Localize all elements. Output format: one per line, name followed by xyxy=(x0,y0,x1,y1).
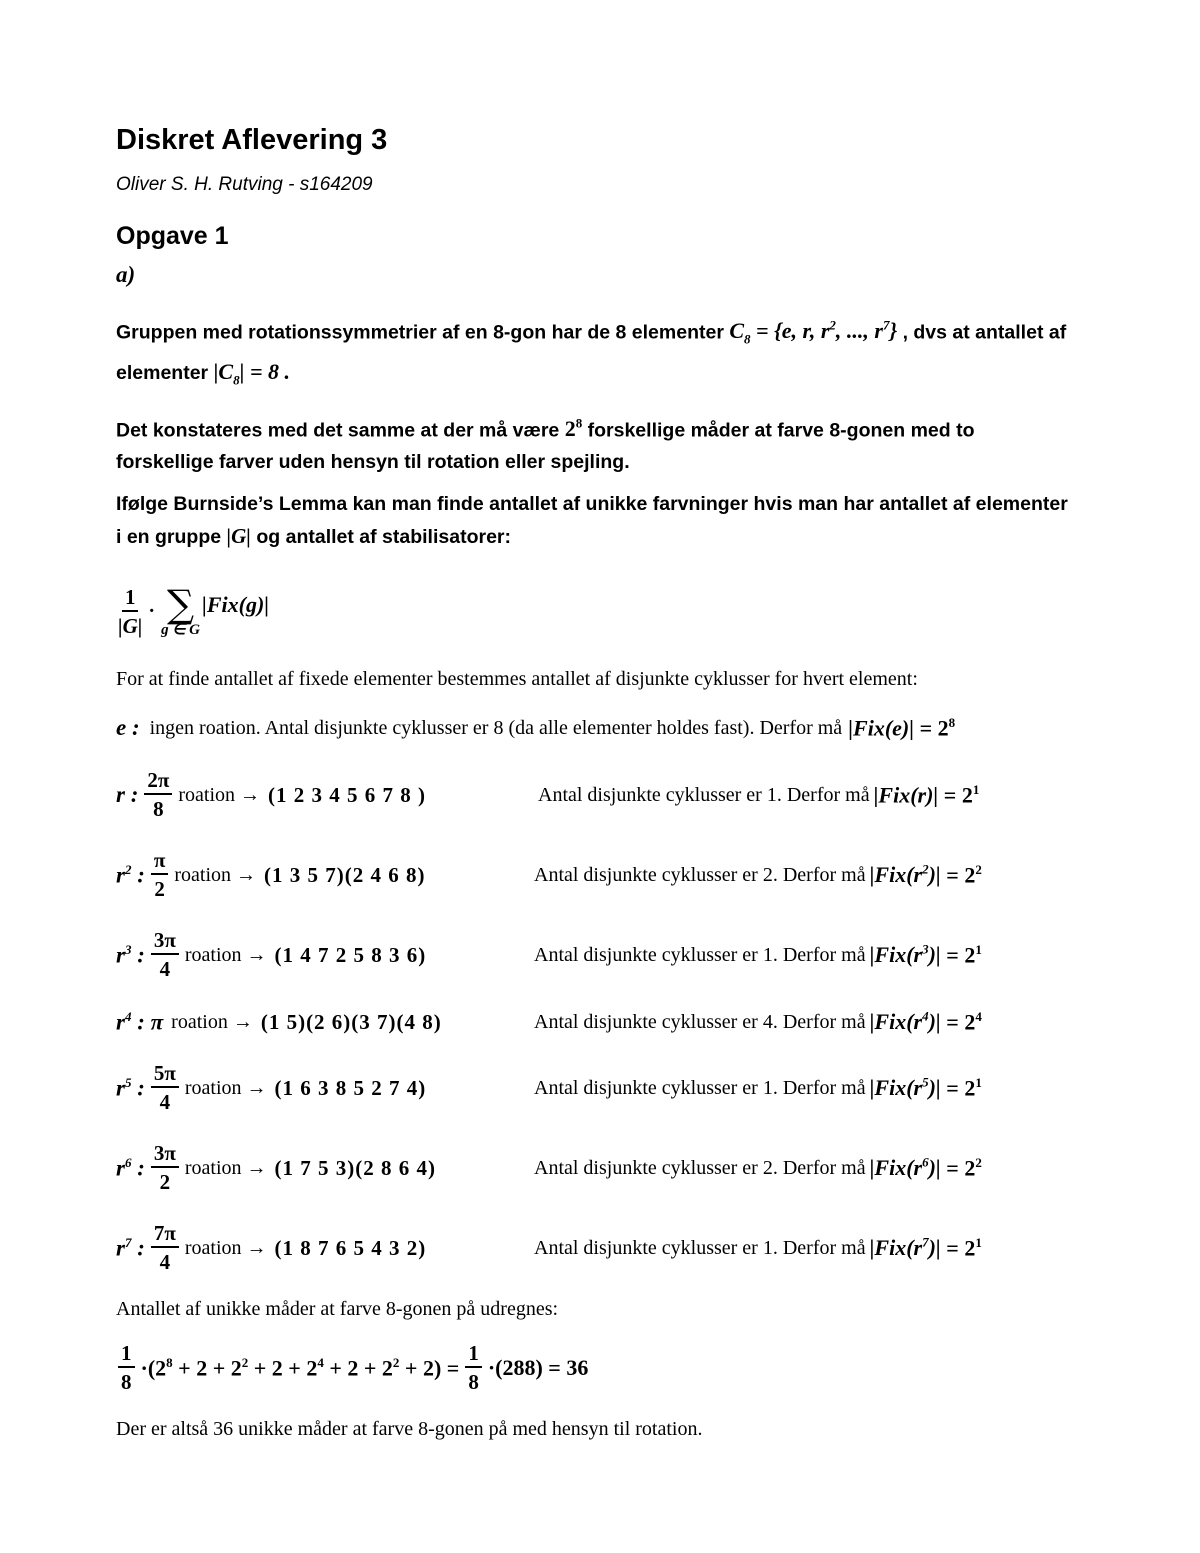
rotation-label: $r^3$ : xyxy=(116,941,145,968)
subsection-heading: a) xyxy=(116,262,136,287)
formula-denominator: |G| xyxy=(118,613,143,638)
fixed-count xyxy=(534,1218,982,1278)
para1-text: Gruppen med rotationssymmetrier af en 8-gon har de 8 elementer xyxy=(116,321,724,344)
rotation-row xyxy=(116,925,426,985)
fix-value: $|Fix(r^3)| = 2^1$ xyxy=(869,941,982,968)
fixed-count xyxy=(534,1138,982,1198)
fixed-count xyxy=(534,1058,982,1118)
fix-value: $|Fix(r^5)| = 2^1$ xyxy=(869,1074,982,1101)
angle-numerator: 7π xyxy=(151,1223,179,1248)
rotation-label: $r^6$ : xyxy=(116,1154,145,1181)
paragraph-burnside xyxy=(116,488,1068,553)
rotation-angle-fraction xyxy=(151,1143,179,1193)
fix-value: $|Fix(r^6)| = 2^2$ xyxy=(869,1154,982,1181)
final-numerator-2: 1 xyxy=(465,1343,482,1368)
para2-text-b: forskellige måder at farve 8-gonen med to xyxy=(587,419,975,442)
fixed-description: Antal disjunkte cyklusser er 1. Derfor må xyxy=(534,943,866,966)
rotation-label: $r^5$ : xyxy=(116,1074,145,1101)
final-denominator-2: 8 xyxy=(468,1370,479,1394)
rotation-label: $r^2$ : xyxy=(116,861,145,888)
final-numerator-1: 1 xyxy=(118,1343,135,1368)
rotation-row xyxy=(116,1058,426,1118)
rotation-row xyxy=(116,992,442,1052)
rotation-label: $r^4$ : π xyxy=(116,1008,164,1035)
paragraph-fixed-intro: For at finde antallet af fixede elementer bestemmes antallet af disjunkte cyklusser for hvert element: xyxy=(116,668,918,690)
rotation-word: roation → xyxy=(171,1010,253,1033)
sum-index: g ∈ G xyxy=(161,622,200,638)
conclusion: Der er altså 36 unikke måder at farve 8-gonen på med hensyn til rotation. xyxy=(116,1418,703,1440)
power-2-8: $2^8$ xyxy=(564,416,583,442)
paragraph-group-elements xyxy=(116,310,1066,396)
formula-dot: · xyxy=(148,600,156,622)
fixed-count xyxy=(534,845,982,905)
section-heading: Opgave 1 xyxy=(116,222,229,250)
final-result: ·(288) = 36 xyxy=(487,1355,589,1380)
document-title: Diskret Aflevering 3 xyxy=(116,124,388,156)
final-fraction-1 xyxy=(118,1343,135,1393)
fix-value: $|Fix(r^4)| = 2^4$ xyxy=(869,1008,982,1035)
rotation-angle-fraction xyxy=(151,850,169,900)
angle-denominator: 4 xyxy=(159,1090,171,1114)
angle-numerator: π xyxy=(151,850,169,875)
group-set-formula: $C_8 = \{e$, r, $r^2$, ..., $r^7$} xyxy=(729,318,898,347)
group-order-symbol: |G| xyxy=(226,524,251,548)
para2-text-line2: forskellige farver uden hensyn til rotation eller spejling. xyxy=(116,451,630,474)
cycle-notation: (1 8 7 6 5 4 3 2) xyxy=(274,1235,427,1260)
final-sum-expression: $\cdot(2^8 + 2 + 2^2 + 2 + 2^4 + 2 + 2^2 + 2)$ = xyxy=(140,1354,460,1381)
fixed-description: Antal disjunkte cyklusser er 2. Derfor må xyxy=(534,863,866,886)
group-cardinality-formula: $|C_8| = 8$ . xyxy=(213,358,290,388)
angle-denominator: 4 xyxy=(159,957,171,981)
para1-text-line2: elementer xyxy=(116,361,209,384)
final-denominator-1: 8 xyxy=(121,1370,132,1394)
identity-fix: $|Fix(e)| = 2^8$ xyxy=(848,715,956,741)
formula-numerator: 1 xyxy=(122,587,139,612)
cycle-notation: (1 6 3 8 5 2 7 4) xyxy=(274,1075,427,1100)
fixed-description: Antal disjunkte cyklusser er 1. Derfor må xyxy=(538,783,870,806)
fixed-count xyxy=(534,992,982,1052)
cycle-notation: (1 4 7 2 5 8 3 6) xyxy=(274,942,427,967)
fixed-count xyxy=(538,765,979,825)
fixed-description: Antal disjunkte cyklusser er 2. Derfor må xyxy=(534,1156,866,1179)
rotation-word: roation → xyxy=(174,863,257,886)
rotation-angle-fraction xyxy=(151,930,179,980)
rotation-row xyxy=(116,1138,436,1198)
paragraph-colorings xyxy=(116,408,974,478)
rotation-row xyxy=(116,845,426,905)
rotation-angle-fraction xyxy=(151,1063,179,1113)
cycle-notation: (1 2 3 4 5 6 7 8 ) xyxy=(268,782,427,807)
angle-numerator: 3π xyxy=(151,1143,179,1168)
cycle-notation: (1 7 5 3)(2 8 6 4) xyxy=(274,1155,437,1180)
rotation-word: roation → xyxy=(178,783,261,806)
angle-numerator: 5π xyxy=(151,1063,179,1088)
angle-denominator: 4 xyxy=(159,1250,171,1274)
angle-numerator: 2π xyxy=(144,770,172,795)
fixed-count xyxy=(534,925,982,985)
sigma-symbol: ∑ xyxy=(166,582,195,626)
summation xyxy=(161,582,200,638)
fix-value: $|Fix(r^7)| = 2^1$ xyxy=(869,1234,982,1261)
para1-text-end: , dvs at antallet af xyxy=(902,321,1067,344)
author-line: Oliver S. H. Rutving - s164209 xyxy=(116,174,373,195)
rotation-word: roation → xyxy=(184,1076,267,1099)
burnside-formula xyxy=(116,582,270,638)
fixed-description: Antal disjunkte cyklusser er 1. Derfor må xyxy=(534,1076,866,1099)
formula-body: |Fix(g)| xyxy=(202,591,270,617)
rotation-word: roation → xyxy=(184,1156,267,1179)
para2-text-a: Det konstateres med det samme at der må være xyxy=(116,419,560,442)
identity-label: e : xyxy=(116,715,140,741)
rotation-angle-fraction xyxy=(144,770,172,820)
fix-value: $|Fix(r)| = 2^1$ xyxy=(873,781,980,808)
angle-denominator: 8 xyxy=(153,797,164,821)
rotation-row xyxy=(116,765,426,825)
identity-text: ingen roation. Antal disjunkte cyklusser er 8 (da alle elementer holdes fast). Derfor må xyxy=(149,716,843,739)
cycle-notation: (1 5)(2 6)(3 7)(4 8) xyxy=(260,1009,442,1034)
angle-numerator: 3π xyxy=(151,930,179,955)
rotation-word: roation → xyxy=(184,943,267,966)
fix-value: $|Fix(r^2)| = 2^2$ xyxy=(869,861,982,888)
final-formula xyxy=(116,1343,588,1393)
identity-row xyxy=(116,715,955,741)
para3-text-a: i en gruppe xyxy=(116,526,222,548)
cycle-notation: (1 3 5 7)(2 4 6 8) xyxy=(264,862,426,887)
fixed-description: Antal disjunkte cyklusser er 4. Derfor må xyxy=(534,1010,866,1033)
final-fraction-2 xyxy=(465,1343,482,1393)
rotation-word: roation → xyxy=(184,1236,267,1259)
rotation-label: r : xyxy=(116,782,139,807)
para3-text-b: og antallet af stabilisatorer: xyxy=(256,526,512,548)
rotation-row xyxy=(116,1218,426,1278)
angle-denominator: 2 xyxy=(159,1170,171,1194)
formula-fraction xyxy=(118,584,143,638)
rotation-angle-fraction xyxy=(151,1223,179,1273)
fixed-description: Antal disjunkte cyklusser er 1. Derfor må xyxy=(534,1236,866,1259)
para3-text-line1: Ifølge Burnside’s Lemma kan man finde antallet af unikke farvninger hvis man har antallet af elementer xyxy=(116,493,1068,515)
rotation-label: $r^7$ : xyxy=(116,1234,145,1261)
paragraph-compute-intro: Antallet af unikke måder at farve 8-gonen på udregnes: xyxy=(116,1298,559,1320)
angle-denominator: 2 xyxy=(154,877,165,901)
